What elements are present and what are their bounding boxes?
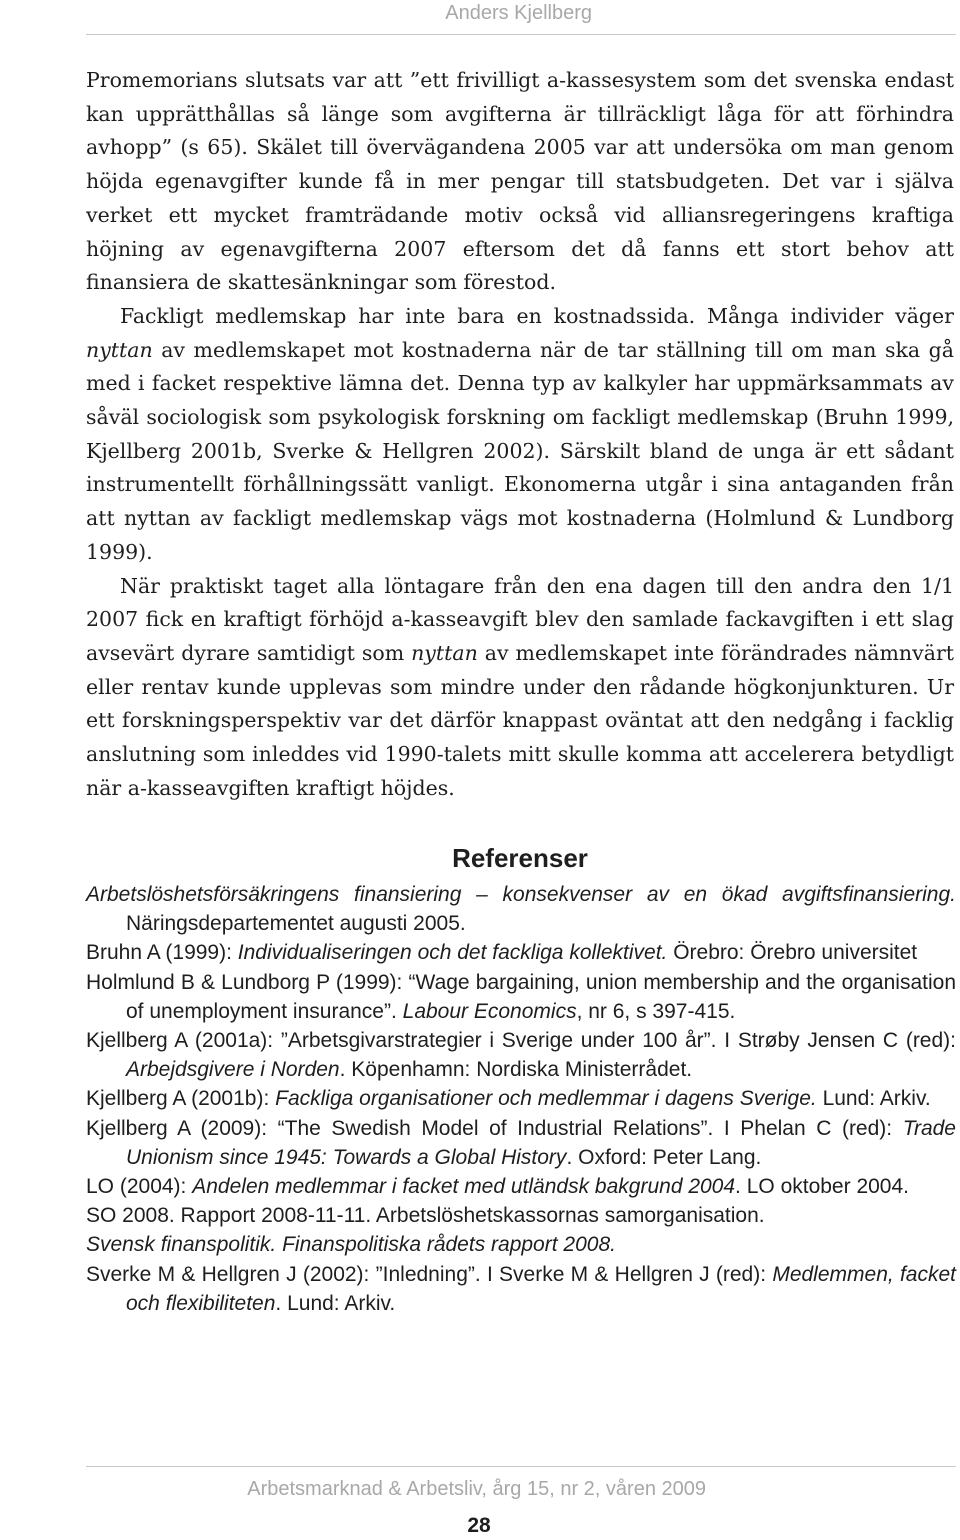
reference-item bbox=[86, 1172, 956, 1201]
paragraph-3-part-b: av medlemskapet inte förändrades nämnvärt eller rentav kunde upplevas som mindre under den rådande högkonjunkturen. Ur ett forskningsperspektiv var det därför knappast oväntat att den nedgång i facklig anslutning som inleddes vid 1990-talets mitt skulle komma att accelerera betydligt när a-kasseavgiften kraftigt höjdes. bbox=[86, 640, 954, 800]
reference-title: Fackliga organisationer och medlemmar i dagens Sverige. bbox=[275, 1087, 817, 1111]
reference-publisher: . Oxford: Peter Lang. bbox=[566, 1145, 762, 1169]
reference-title: Individualiseringen och det fackliga kollektivet. bbox=[237, 941, 668, 965]
reference-title: Medlemmen, facket och flexibiliteten bbox=[126, 1262, 956, 1315]
reference-publisher: Örebro: Örebro universitet bbox=[667, 941, 918, 965]
reference-title: Arbetslöshetsförsäkringens finansiering – konsekvenser av en ökad avgiftsfinansiering. bbox=[86, 883, 956, 906]
paragraph-2-part-b: av medlemskapet mot kostnaderna när de tar ställning till om man ska gå med i facket respektive lämna det. Denna typ av kalkyler har uppmärksammats av såväl sociologisk som psykologisk forskning om fackligt medlemskap (Bruhn 1999, Kjellberg 2001b, Sverke & Hellgren 2002). Särskilt bland de unga är ett sådant instrumentellt förhållningssätt vanligt. Ekonomerna utgår i sina antaganden från att nyttan av fackligt medlemskap vägs mot kostnaderna (Holmlund & Lundborg 1999). bbox=[86, 337, 954, 564]
reference-author: Bruhn A (1999): bbox=[86, 941, 238, 965]
reference-publisher: Näringsdepartementet augusti 2005. bbox=[126, 912, 466, 936]
reference-details: , nr 6, s 397-415. bbox=[576, 999, 736, 1023]
reference-item bbox=[86, 1114, 956, 1172]
paragraph-3-emphasis: nyttan bbox=[411, 640, 478, 665]
reference-item bbox=[86, 938, 956, 967]
page-number: 28 bbox=[467, 1514, 491, 1537]
reference-author: Sverke M & Hellgren J (2002): ”Inledning”. I Sverke M & Hellgren J (red): bbox=[86, 1262, 773, 1286]
paragraph-3-part-a: När praktiskt taget alla löntagare från den ena dagen till den andra den 1/1 2007 fick en kraftigt förhöjd a-kasseavgift blev den samlade fackavgiften i ett slag avsevärt dyrare samtidigt som bbox=[86, 573, 954, 665]
reference-publisher: . Köpenhamn: Nordiska Ministerrådet. bbox=[339, 1058, 693, 1082]
reference-journal: Labour Economics bbox=[402, 999, 577, 1023]
references-heading: Referenser bbox=[452, 843, 588, 873]
reference-publisher: . LO oktober 2004. bbox=[735, 1175, 909, 1199]
reference-list bbox=[86, 880, 956, 1318]
reference-item bbox=[86, 968, 956, 1026]
running-footer-journal: Arbetsmarknad & Arbetsliv, årg 15, nr 2, våren 2009 bbox=[247, 1478, 706, 1500]
reference-title: Svensk finanspolitik. Finanspolitiska rådets rapport 2008. bbox=[86, 1233, 616, 1257]
header-divider bbox=[86, 34, 956, 35]
paragraph-2 bbox=[86, 300, 954, 570]
paragraph-1-sentence-a: Promemorians slutsats var att ”ett frivilligt a-kassesystem som det svenska endast kan upprätthållas så länge som avgifterna är tillräckligt låga för att förhindra avhopp” (s 65). Skälet till övervägandena 2005 var att undersöka om man genom höjda egenavgifter kunde få in mer pengar till statsbudgeten. bbox=[86, 68, 954, 194]
paragraph-2-part-a: Fackligt medlemskap har inte bara en kostnadssida. Många individer väger bbox=[120, 303, 954, 328]
reference-item bbox=[86, 1084, 956, 1113]
reference-item bbox=[86, 1026, 956, 1084]
running-header-author: Anders Kjellberg bbox=[445, 2, 592, 24]
reference-item bbox=[86, 1230, 956, 1259]
paragraph-1 bbox=[86, 64, 954, 300]
paragraph-3 bbox=[86, 570, 954, 806]
reference-title: Trade Unionism since 1945: Towards a Global History bbox=[126, 1116, 956, 1169]
article-body bbox=[86, 64, 954, 805]
reference-text: SO 2008. Rapport 2008-11-11. Arbetslöshetskassornas samorganisation. bbox=[86, 1204, 765, 1228]
reference-title: Andelen medlemmar i facket med utländsk bakgrund 2004 bbox=[192, 1175, 736, 1199]
reference-author: Kjellberg A (2009): “The Swedish Model of Industrial Relations”. I Phelan C (red): bbox=[86, 1116, 903, 1140]
reference-item bbox=[86, 1260, 956, 1318]
reference-author: Holmlund B & Lundborg P (1999): “Wage bargaining, union membership and the organisation of unemployment insurance”. bbox=[86, 970, 956, 1023]
reference-author: LO (2004): bbox=[86, 1175, 193, 1199]
reference-publisher: . Lund: Arkiv. bbox=[275, 1291, 396, 1315]
reference-title: Arbejdsgivere i Norden bbox=[126, 1058, 340, 1082]
reference-item bbox=[86, 1201, 956, 1230]
paragraph-2-emphasis: nyttan bbox=[86, 337, 153, 362]
footer-divider bbox=[86, 1466, 956, 1467]
reference-author: Kjellberg A (2001a): ”Arbetsgivarstrategier i Sverige under 100 år”. I Strøby Jensen C (red): bbox=[86, 1029, 956, 1053]
reference-item bbox=[86, 880, 956, 938]
reference-author: Kjellberg A (2001b): bbox=[86, 1087, 276, 1111]
reference-publisher: Lund: Arkiv. bbox=[816, 1087, 931, 1111]
paragraph-1-sentence-b: Det var i själva verket ett mycket framträdande motiv också vid alliansregeringens kraftiga höjning av egenavgifterna 2007 eftersom det då fanns ett stort behov att finansiera de skattesänkningar som förestod. bbox=[86, 169, 954, 295]
